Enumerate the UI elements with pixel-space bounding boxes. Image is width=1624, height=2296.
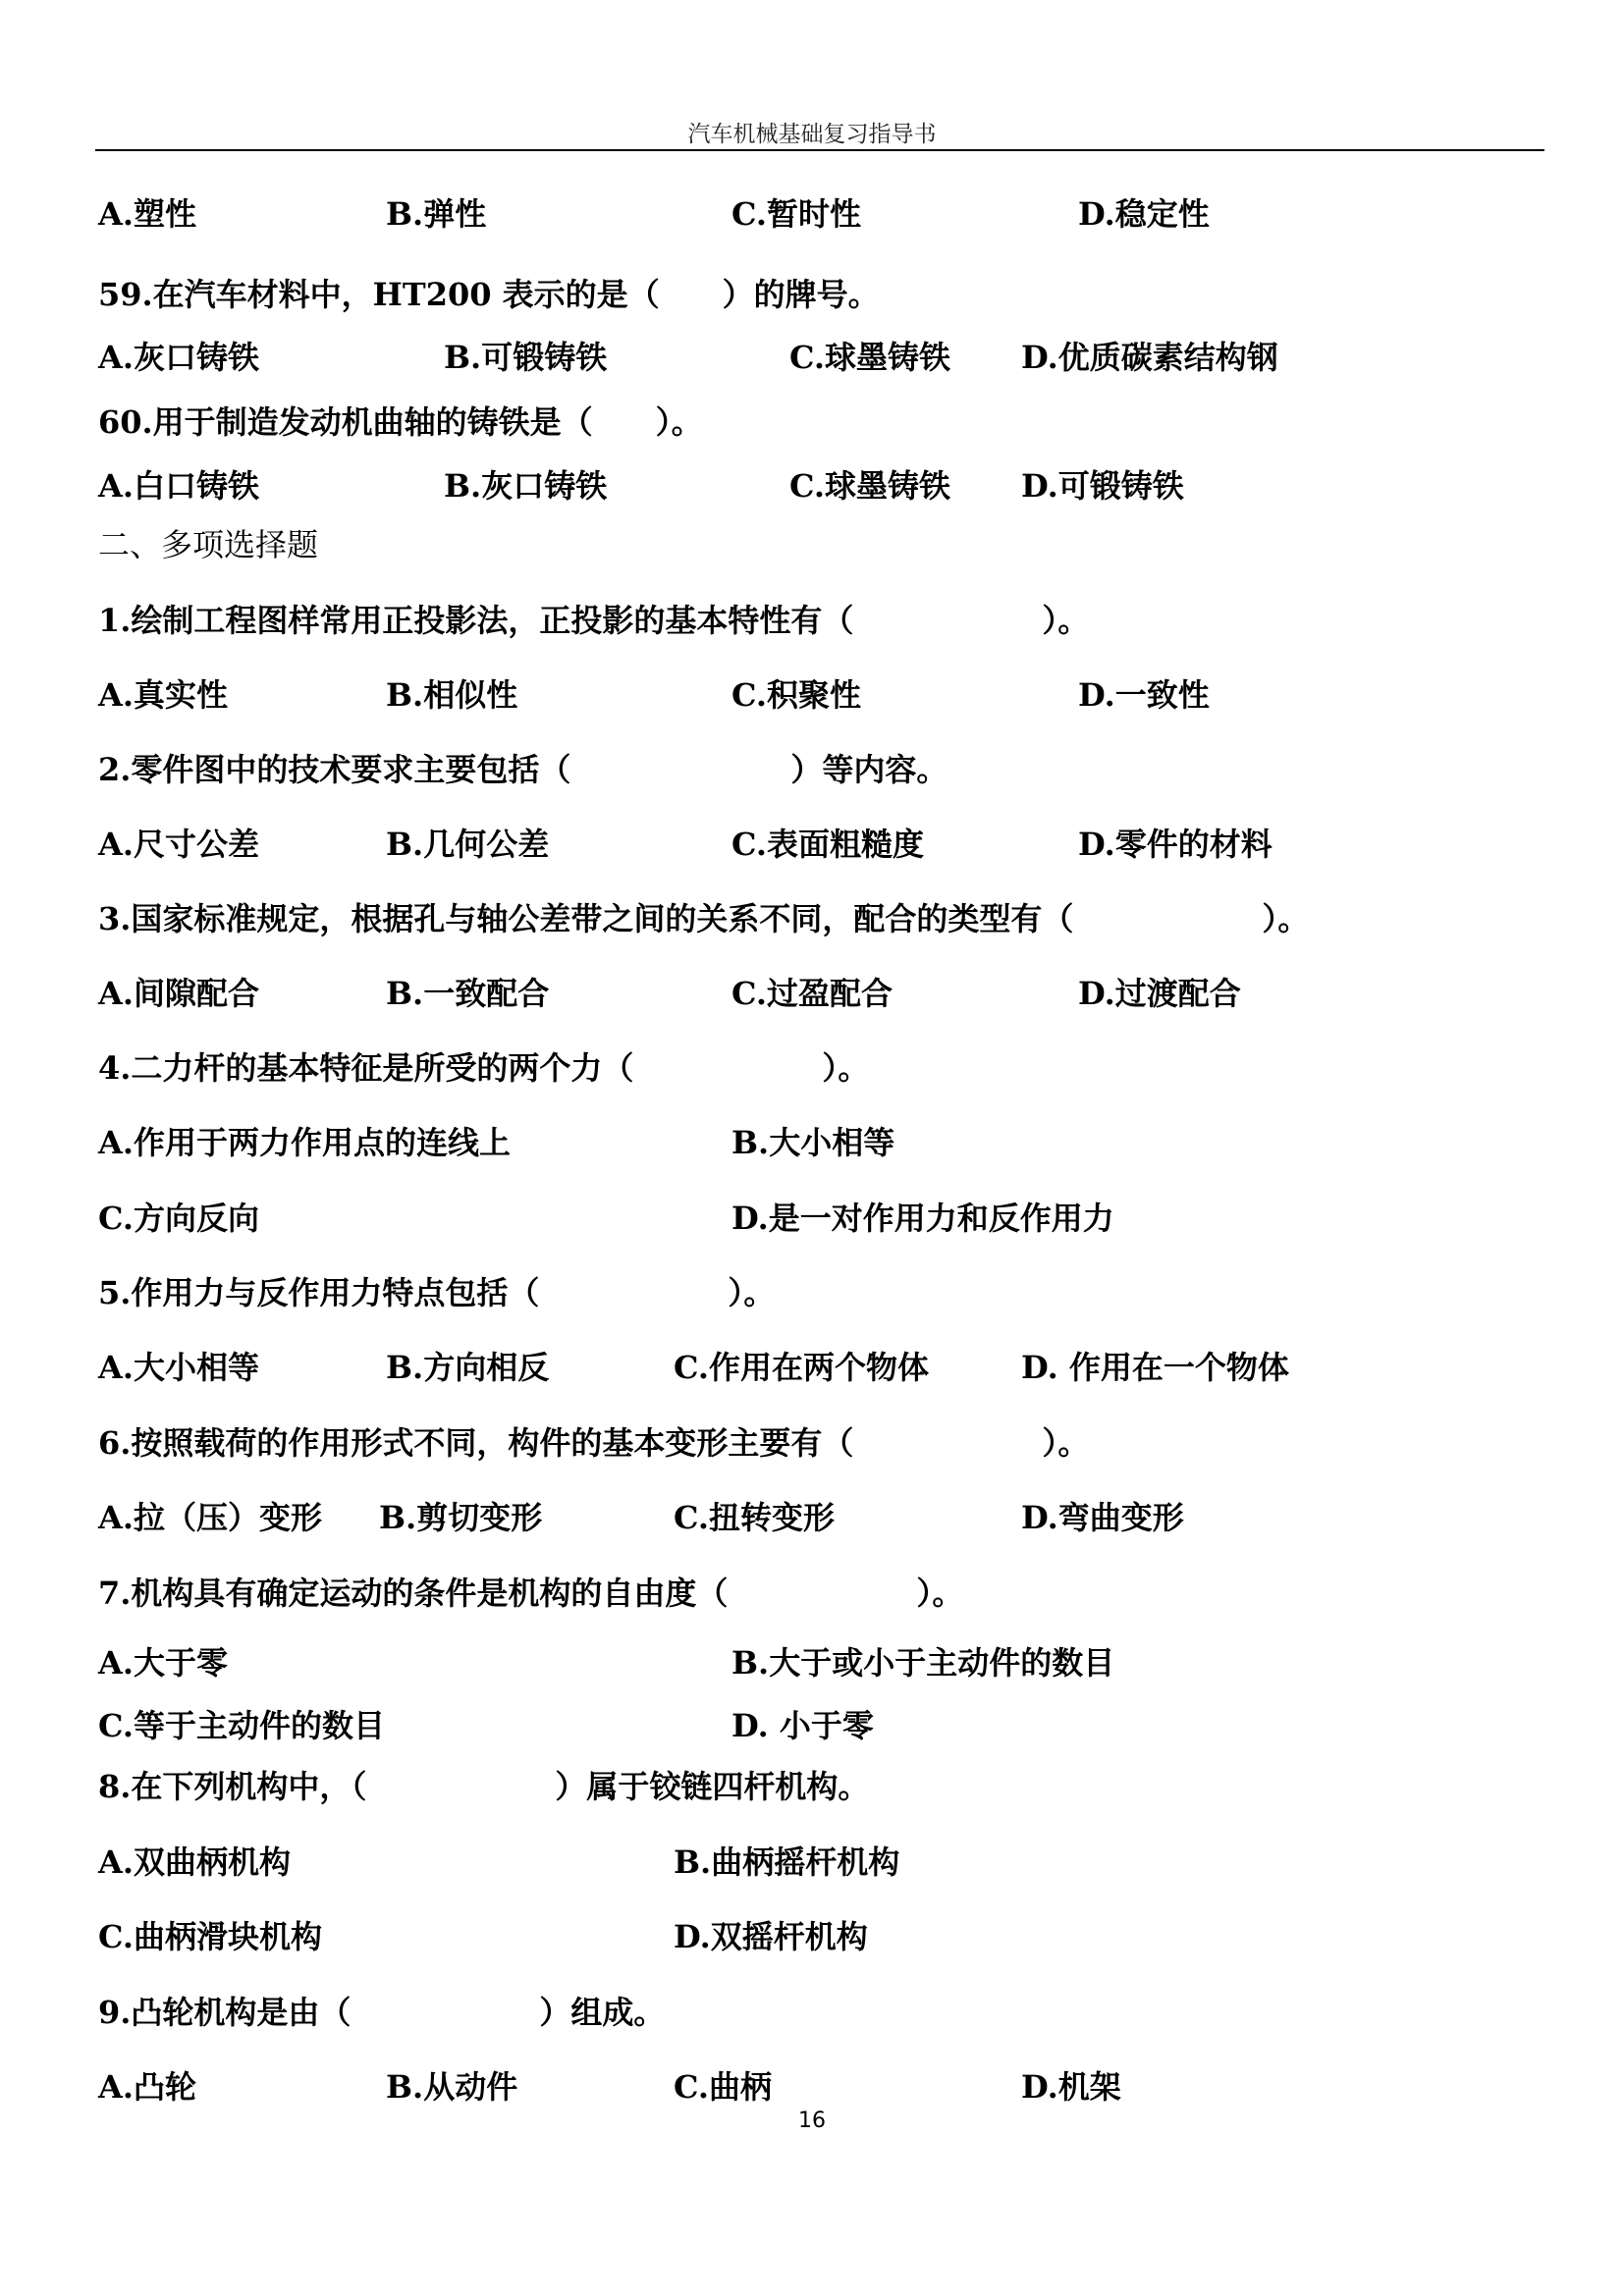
option-d: D.可锻铸铁 (1021, 467, 1184, 505)
option-c: C.积聚性 (731, 676, 862, 714)
option-b: B.剪切变形 (379, 1499, 543, 1536)
option-c: C.球墨铸铁 (789, 467, 951, 505)
option-c: C.曲柄滑块机构 (98, 1918, 323, 1955)
option-a: A.间隙配合 (98, 975, 259, 1012)
question-8: 8.在下列机构中，（ ）属于铰链四杆机构。 (98, 1768, 870, 1805)
option-a: A.凸轮 (98, 2068, 196, 2106)
option-d: D.是一对作用力和反作用力 (731, 1200, 1114, 1237)
option-d: D.一致性 (1078, 676, 1210, 714)
section-heading: 二、多项选择题 (98, 526, 319, 563)
question-59: 59.在汽车材料中，HT200 表示的是（ ）的牌号。 (98, 276, 880, 313)
option-a: A.双曲柄机构 (98, 1843, 291, 1881)
option-a: A.塑性 (98, 195, 196, 233)
question-6: 6.按照载荷的作用形式不同，构件的基本变形主要有（ ）。 (98, 1424, 1090, 1462)
option-b: B.大于或小于主动件的数目 (731, 1644, 1115, 1682)
option-d: D.双摇杆机构 (674, 1918, 868, 1955)
option-b: B.曲柄摇杆机构 (674, 1843, 900, 1881)
option-c: C.曲柄 (674, 2068, 773, 2106)
option-a: A.尺寸公差 (98, 826, 259, 863)
option-a: A.白口铸铁 (98, 467, 259, 505)
option-d: D.机架 (1021, 2068, 1121, 2106)
question-1: 1.绘制工程图样常用正投影法，正投影的基本特性有（ ）。 (98, 602, 1090, 639)
option-c: C.作用在两个物体 (674, 1349, 930, 1386)
option-b: B.大小相等 (731, 1124, 895, 1161)
option-b: B.弹性 (386, 195, 487, 233)
option-b: B.方向相反 (386, 1349, 550, 1386)
option-a: A.灰口铸铁 (98, 339, 259, 376)
option-c: C.表面粗糙度 (731, 826, 925, 863)
option-d: D.弯曲变形 (1021, 1499, 1184, 1536)
option-c: C.扭转变形 (674, 1499, 836, 1536)
option-c: C.等于主动件的数目 (98, 1707, 386, 1744)
question-5: 5.作用力与反作用力特点包括（ ）。 (98, 1274, 776, 1311)
option-a: A.真实性 (98, 676, 228, 714)
option-a: A.大小相等 (98, 1349, 259, 1386)
question-60: 60.用于制造发动机曲轴的铸铁是（ ）。 (98, 403, 703, 441)
option-b: B.相似性 (386, 676, 518, 714)
option-b: B.可锻铸铁 (444, 339, 608, 376)
option-d: D. 小于零 (731, 1707, 874, 1744)
question-3: 3.国家标准规定，根据孔与轴公差带之间的关系不同，配合的类型有（ ）。 (98, 900, 1310, 937)
option-d: D.过渡配合 (1078, 975, 1241, 1012)
option-c: C.方向反向 (98, 1200, 260, 1237)
option-d: D.优质碳素结构钢 (1021, 339, 1278, 376)
option-b: B.几何公差 (386, 826, 550, 863)
option-b: B.从动件 (386, 2068, 518, 2106)
option-d: D.稳定性 (1078, 195, 1210, 233)
page-header-title: 汽车机械基础复习指导书 (687, 122, 937, 147)
header-divider (95, 149, 1544, 151)
option-b: B.一致配合 (386, 975, 550, 1012)
page-number: 16 (798, 2109, 826, 2133)
question-9: 9.凸轮机构是由（ ）组成。 (98, 1994, 666, 2031)
option-c: C.过盈配合 (731, 975, 893, 1012)
option-a: A.大于零 (98, 1644, 228, 1682)
question-2: 2.零件图中的技术要求主要包括（ ）等内容。 (98, 751, 948, 788)
question-4: 4.二力杆的基本特征是所受的两个力（ ）。 (98, 1049, 870, 1087)
question-7: 7.机构具有确定运动的条件是机构的自由度（ ）。 (98, 1575, 964, 1612)
option-a: A.拉（压）变形 (98, 1499, 322, 1536)
option-d: D. 作用在一个物体 (1021, 1349, 1289, 1386)
option-a: A.作用于两力作用点的连线上 (98, 1124, 511, 1161)
option-c: C.球墨铸铁 (789, 339, 951, 376)
option-c: C.暂时性 (731, 195, 862, 233)
option-b: B.灰口铸铁 (444, 467, 608, 505)
option-d: D.零件的材料 (1078, 826, 1272, 863)
